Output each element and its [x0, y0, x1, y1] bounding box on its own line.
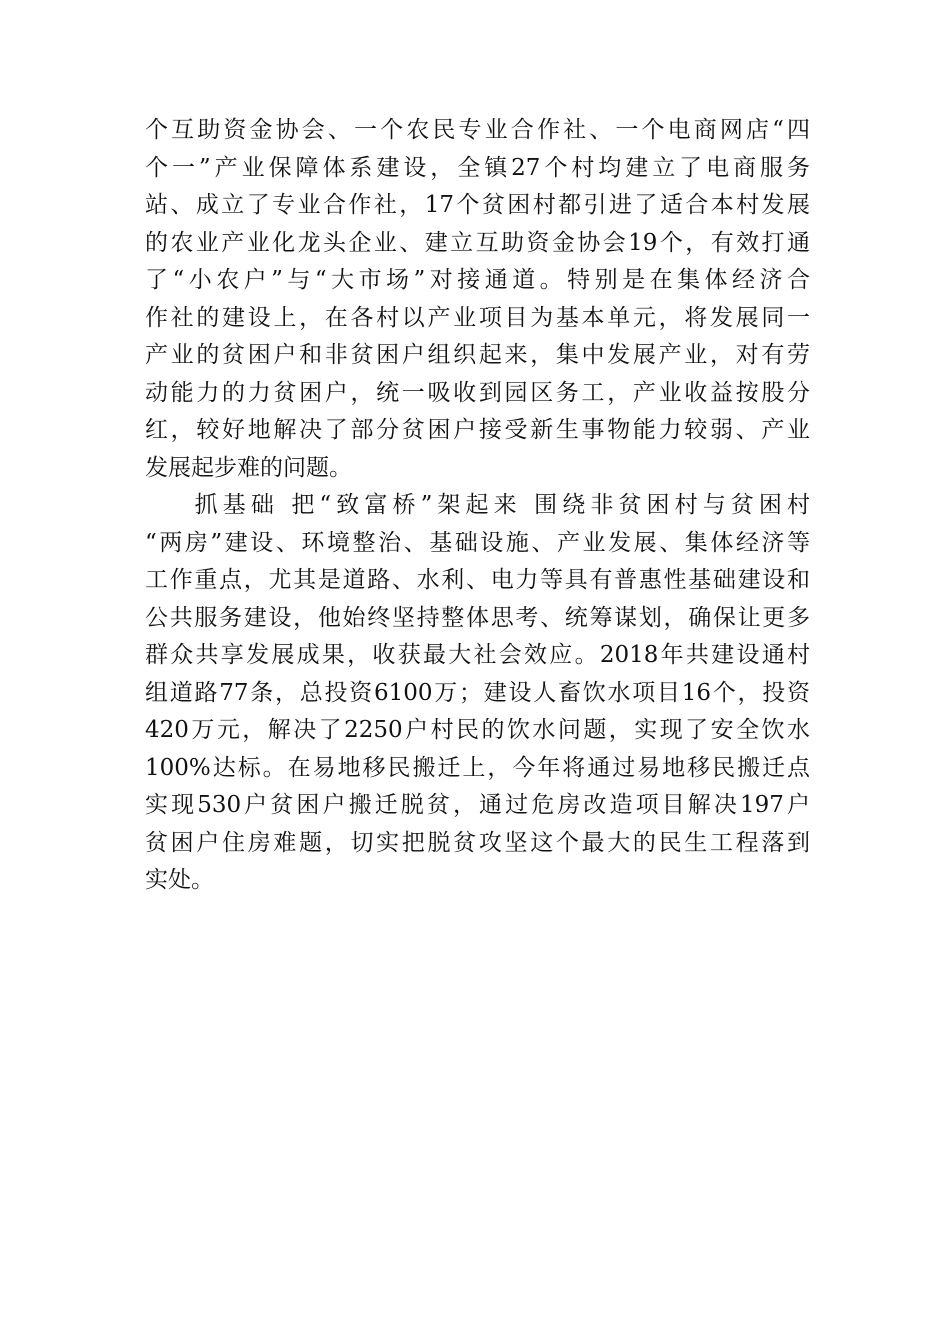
paragraph-1	[145, 112, 810, 487]
paragraph-line: 红，较好地解决了部分贫困户接受新生事物能力较弱、产业	[145, 417, 810, 443]
paragraph-line: 个一”产业保障体系建设，全镇27个村均建立了电商服务	[145, 154, 810, 181]
paragraph-line: 实处。	[145, 867, 214, 893]
paragraph-line: 抓基础 把“致富桥”架起来 围绕非贫困村与贫困村	[145, 492, 810, 518]
paragraph-line: 个互助资金协会、一个农民专业合作社、一个电商网店“四	[145, 117, 810, 143]
paragraph-line: 贫困户住房难题，切实把脱贫攻坚这个最大的民生工程落到	[145, 829, 810, 856]
paragraph-line: 实现530户贫困户搬迁脱贫，通过危房改造项目解决197户	[145, 792, 810, 818]
paragraph-line: 产业的贫困户和非贫困户组织起来，集中发展产业，对有劳	[145, 342, 810, 368]
paragraph-line: 动能力的力贫困户，统一吸收到园区务工，产业收益按股分	[145, 379, 810, 406]
paragraph-line: 站、成立了专业合作社，17个贫困村都引进了适合本村发展	[145, 192, 810, 218]
paragraph-line: 公共服务建设，他始终坚持整体思考、统筹谋划，确保让更多	[145, 604, 810, 631]
paragraph-line: 了“小农户”与“大市场”对接通道。特别是在集体经济合	[145, 267, 810, 293]
paragraph-line: 工作重点，尤其是道路、水利、电力等具有普惠性基础建设和	[145, 567, 810, 593]
paragraph-line: 420万元，解决了2250户村民的饮水问题，实现了安全饮水	[145, 717, 810, 743]
paragraph-2	[145, 487, 810, 900]
paragraph-line: 作社的建设上，在各村以产业项目为基本单元，将发展同一	[145, 304, 810, 331]
paragraph-line: 发展起步难的问题。	[145, 454, 352, 481]
document-body	[145, 112, 810, 900]
paragraph-line: “两房”建设、环境整治、基础设施、产业发展、集体经济等	[145, 529, 810, 556]
paragraph-line: 的农业产业化龙头企业、建立互助资金协会19个，有效打通	[145, 229, 810, 256]
paragraph-line: 群众共享发展成果，收获最大社会效应。2018年共建设通村	[145, 642, 810, 668]
paragraph-line: 100%达标。在易地移民搬迁上，今年将通过易地移民搬迁点	[145, 754, 810, 781]
paragraph-line: 组道路77条，总投资6100万；建设人畜饮水项目16个，投资	[145, 679, 810, 706]
